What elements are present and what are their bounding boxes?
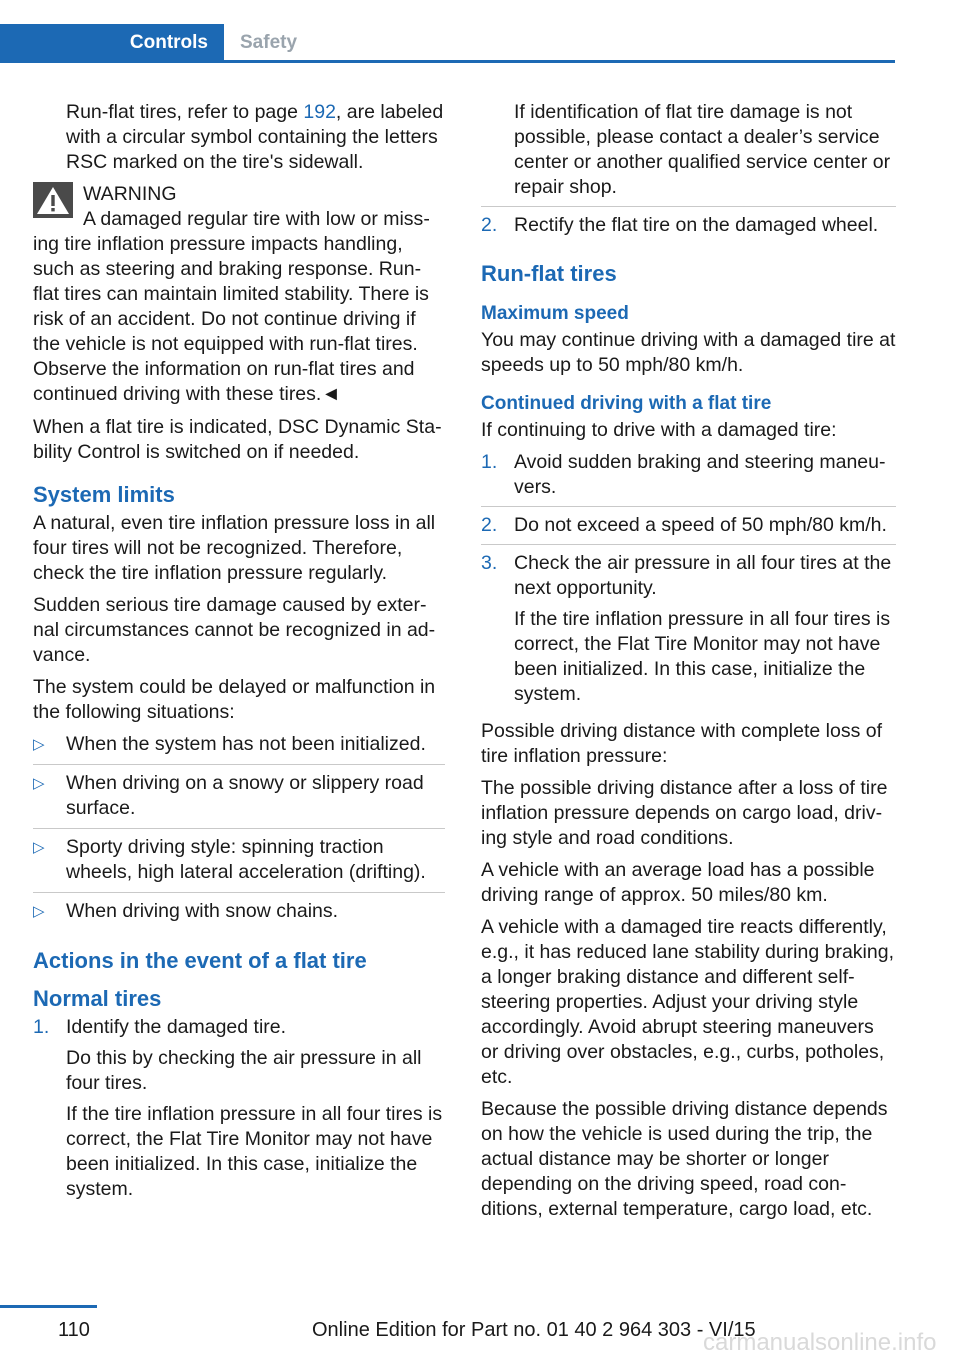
header-rule (0, 60, 895, 63)
system-limits-p2: Sudden serious tire damage caused by external circumstances cannot be recognized in advance. (33, 594, 436, 666)
right-column (481, 100, 896, 1229)
continued-steps (481, 450, 896, 713)
system-limits-p3: The system could be delayed or malfunction in the following situations: (33, 676, 436, 723)
edition-text: Online Edition for Part no. 01 40 2 964 303 - VI/15 (312, 1319, 756, 1341)
list-item: 2. Rectify the flat tire on the damaged wheel. (481, 214, 879, 236)
normal-tires-steps-cont (481, 100, 896, 244)
situations-list (33, 732, 445, 931)
system-limits-p1: A natural, even tire inflation pressure loss in all four tires will not be recognized. Therefore, check the tire inflation pressure regularly. (33, 512, 436, 584)
list-item: If identification of flat tire damage is not possible, please contact a dealer’s service center or another qualified service center or repair shop. (481, 100, 896, 207)
warning-title: WARNING (83, 183, 177, 205)
watermark: carmanualsonline.info (703, 1329, 937, 1356)
dsc-text: When a flat tire is indicated, DSC Dynamic Stability Control is switched on if needed. (33, 416, 442, 463)
warning-body: A damaged regular tire with low or missing tire inflation pressure impacts handling, such as steering and braking response. Run-flat tires can maintain limited stability. There is risk of an accident. Do not continue driving if the vehicle is not equipped with run-flat tires. Observe the information on run-flat tires and continued driving with these tires.◄ (33, 208, 430, 405)
list-item: 1. Avoid sudden braking and steering maneuvers. (481, 450, 896, 507)
distance-label: Possible driving distance with complete loss of tire inflation pressure: (481, 720, 883, 767)
distance-text: The possible driving distance after a loss of tire inflation pressure depends on cargo load, driving style and road conditions. (481, 777, 888, 849)
chapter-header (0, 24, 895, 62)
normal-tires-steps (33, 1015, 445, 1208)
list-item: 3. Check the air pressure in all four tires at the next opportunity. If the tire inflation pressure in all four tires is correct, the Flat Tire Monitor may not have been initialized. In this case, initialize the system. (481, 552, 892, 705)
list-item: ▷ Sporty driving style: spinning traction wheels, high lateral acceleration (drifting). (33, 835, 445, 893)
max-speed-text: You may continue driving with a damaged tire at speeds up to 50 mph/80 km/h. (481, 329, 896, 376)
runflat-heading: Run-flat tires (481, 261, 617, 286)
list-item: ▷ When the system has not been initialized. (33, 732, 445, 765)
continued-driving-heading: Continued driving with a flat tire (481, 393, 772, 414)
max-speed-heading: Maximum speed (481, 303, 629, 324)
footer-rule (0, 1305, 97, 1308)
continued-intro: If continuing to drive with a damaged tire: (481, 419, 837, 441)
normal-tires-heading: Normal tires (33, 986, 162, 1011)
page-link-192[interactable]: 192 (303, 101, 336, 123)
list-item: ▷ When driving on a snowy or slippery road surface. (33, 771, 445, 829)
triangle-bullet-icon: ▷ (33, 839, 45, 856)
warning-box (33, 182, 445, 407)
tab-controls[interactable]: Controls (0, 24, 224, 62)
list-item: ▷ When driving with snow chains. (33, 900, 339, 922)
damaged-tire-text: A vehicle with a damaged tire reacts differently, e.g., it has reduced lane stability during braking, a longer braking distance and different self-steering properties. Adjust your driving style accordingly. Avoid abrupt steering maneuvers or driving over obstacles, e.g., curbs, potholes, etc. (481, 916, 894, 1088)
triangle-bullet-icon: ▷ (33, 903, 45, 920)
warning-icon (33, 182, 73, 218)
system-limits-heading: System limits (33, 482, 175, 507)
triangle-bullet-icon: ▷ (33, 736, 45, 753)
runflat-intro: Run-flat tires, refer to page 192, are labeled with a circular symbol containing the letters RSC marked on the tire's sidewall. (66, 101, 444, 173)
average-load-text: A vehicle with an average load has a possible driving range of approx. 50 miles/80 km. (481, 859, 875, 906)
tab-safety[interactable]: Safety (240, 32, 298, 53)
because-text: Because the possible driving distance depends on how the vehicle is used during the trip, the actual distance may be shorter or longer depending on the driving speed, road conditions, external temperature, cargo load, etc. (481, 1098, 888, 1220)
left-column (33, 100, 445, 1214)
triangle-bullet-icon: ▷ (33, 775, 45, 792)
page-number: 110 (58, 1319, 90, 1341)
list-item: 1. Identify the damaged tire. Do this by checking the air pressure in all four tires. If the tire inflation pressure in all four tires is correct, the Flat Tire Monitor may not have been initialized. In this case, initialize the system. (33, 1016, 443, 1200)
list-item: 2. Do not exceed a speed of 50 mph/80 km/h. (481, 513, 896, 545)
actions-heading: Actions in the event of a flat tire (33, 948, 367, 973)
